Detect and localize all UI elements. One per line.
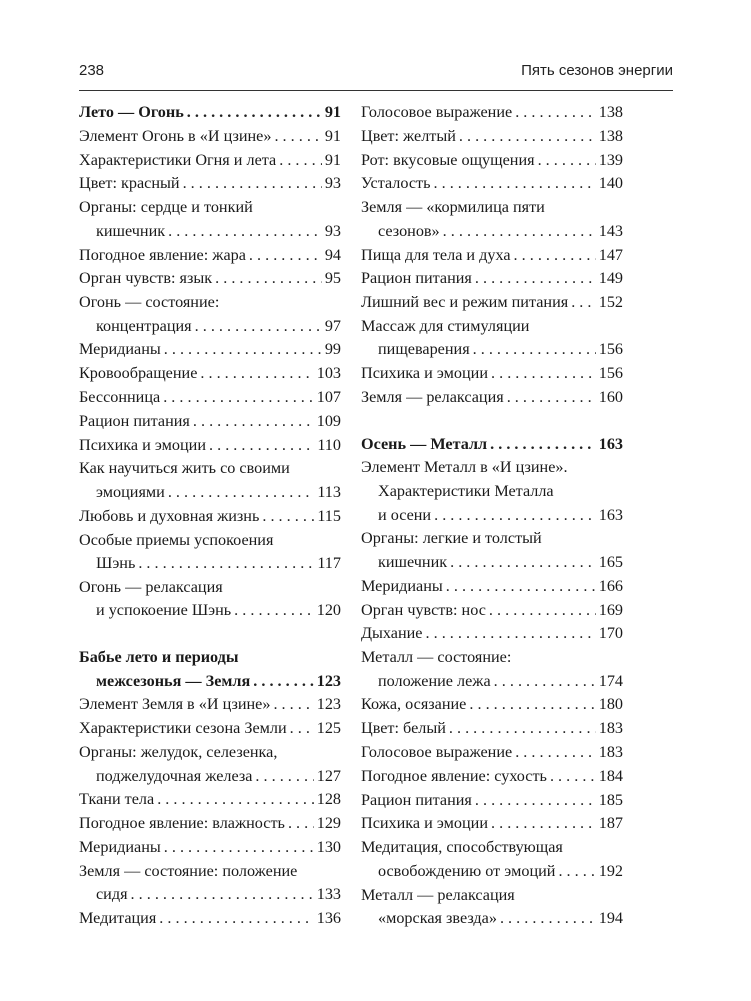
toc-entry[interactable] <box>79 410 341 434</box>
toc-entry[interactable] <box>79 386 341 410</box>
toc-entry[interactable] <box>361 244 623 268</box>
toc-entry-last-line <box>361 789 623 813</box>
toc-page-number: 185 <box>598 790 623 809</box>
header-rule <box>79 90 673 91</box>
toc-entry-last-line <box>79 338 341 362</box>
dot-leader <box>507 386 596 410</box>
toc-entry[interactable] <box>361 789 623 813</box>
toc-entry[interactable] <box>361 622 623 646</box>
toc-entry-last-line <box>79 693 341 717</box>
dot-leader <box>434 172 596 196</box>
toc-entry-title: Усталость <box>361 174 431 193</box>
toc-entry-title: Погодное явление: сухость <box>361 766 547 785</box>
toc-entry-title: Земля — релаксация <box>361 388 504 406</box>
toc-entry-last-line <box>79 552 341 576</box>
toc-page-number: 194 <box>598 909 623 928</box>
toc-entry-title: Рацион питания <box>361 269 472 288</box>
toc-entry[interactable] <box>79 267 341 291</box>
toc-entry[interactable] <box>361 646 623 693</box>
toc-entry-title-line: Металл — состояние: <box>361 648 512 667</box>
toc-entry-last-line <box>361 812 623 836</box>
toc-entry[interactable] <box>79 576 341 623</box>
toc-entry-title: и осени <box>378 505 432 524</box>
toc-entry-last-line <box>79 907 341 931</box>
toc-entry[interactable] <box>79 101 341 125</box>
toc-entry-title-line: Огонь — релаксация <box>79 577 223 596</box>
toc-column-right <box>361 101 623 931</box>
toc-entry-last-line <box>79 670 341 694</box>
dot-leader <box>473 338 596 362</box>
toc-page-number: 184 <box>598 766 623 785</box>
toc-entry-title: Характеристики сезона Земли <box>79 719 287 738</box>
toc-entry-title-line: Элемент Металл в «И цзине». <box>361 458 568 477</box>
dot-leader <box>515 101 596 125</box>
toc-entry[interactable] <box>361 765 623 789</box>
toc-entry-title: поджелудочная железа <box>96 766 253 785</box>
dot-leader <box>491 812 596 836</box>
toc-page-number: 170 <box>598 624 623 643</box>
toc-entry[interactable] <box>79 362 341 386</box>
toc-page-number: 163 <box>598 505 623 524</box>
dot-leader <box>262 505 314 529</box>
toc-entry[interactable] <box>79 244 341 268</box>
toc-entry-title: Осень — Металл <box>361 434 488 453</box>
toc-page-number: 166 <box>598 576 623 595</box>
toc-entry[interactable] <box>361 315 623 362</box>
toc-entry-title-line: Земля — «кормилица пяти <box>361 198 545 217</box>
toc-entry[interactable] <box>79 196 341 243</box>
toc-entry[interactable] <box>361 599 623 623</box>
toc-page-number: 99 <box>324 340 341 359</box>
toc-entry[interactable] <box>361 812 623 836</box>
toc-entry-title: Лишний вес и режим питания <box>361 293 569 312</box>
toc-page-number: 183 <box>598 743 623 761</box>
toc-page-number: 136 <box>316 909 341 928</box>
toc-entry[interactable] <box>361 433 623 457</box>
toc-page-number: 125 <box>316 719 341 738</box>
toc-entry-title: Рот: вкусовые ощущения <box>361 150 535 169</box>
toc-entry[interactable] <box>361 693 623 717</box>
toc-page-number: 95 <box>324 269 341 288</box>
toc-page-number: 156 <box>598 340 623 359</box>
toc-entry-title: Меридианы <box>79 340 161 359</box>
running-title: Пять сезонов энергии <box>521 62 673 79</box>
toc-entry-last-line <box>361 101 623 125</box>
toc-entry-last-line <box>79 386 341 410</box>
toc-page-number: 156 <box>598 364 623 383</box>
toc-page-number: 140 <box>598 174 623 193</box>
toc-page-number: 147 <box>598 245 623 264</box>
dot-leader <box>446 575 596 599</box>
toc-entry-title: Голосовое выражение <box>361 743 513 761</box>
toc-page-number: 113 <box>317 482 341 501</box>
toc-entry[interactable] <box>79 907 341 931</box>
toc-page-number: 139 <box>598 150 623 169</box>
toc-page-number: 183 <box>598 719 623 738</box>
toc-page-number: 143 <box>598 221 623 240</box>
toc-entry-title: Характеристики Огня и лета <box>79 150 277 169</box>
dot-leader <box>168 220 322 244</box>
toc-entry-last-line <box>361 860 623 884</box>
toc-page-number: 93 <box>324 221 341 240</box>
toc-entry-title-line: Огонь — состояние: <box>79 293 220 312</box>
toc-page-number: 138 <box>598 126 623 145</box>
toc-entry[interactable] <box>79 693 341 717</box>
toc-entry-title: Меридианы <box>79 837 161 856</box>
toc-page-number: 109 <box>316 411 341 430</box>
toc-entry[interactable] <box>361 836 623 883</box>
dot-leader <box>434 504 596 528</box>
toc-entry-title: Любовь и духовная жизнь <box>79 506 260 525</box>
toc-entry-last-line <box>79 481 341 505</box>
toc-entry[interactable] <box>79 149 341 173</box>
toc-entry[interactable] <box>79 172 341 196</box>
toc-entry-title: Пища для тела и духа <box>361 245 511 264</box>
toc-entry-last-line <box>79 220 341 244</box>
toc-entry-title: Кожа, осязание <box>361 695 467 714</box>
toc-page-number: 160 <box>598 388 623 406</box>
dot-leader <box>187 101 322 125</box>
toc-entry[interactable] <box>79 505 341 529</box>
toc-entry-last-line <box>79 315 341 339</box>
toc-entry-title-line: Земля — состояние: положение <box>79 861 298 880</box>
toc-entry-title: Ткани тела <box>79 790 155 809</box>
dot-leader <box>215 267 322 291</box>
toc-entry-title: сезонов» <box>378 221 440 240</box>
dot-leader <box>290 717 314 741</box>
toc-entry[interactable] <box>361 741 623 765</box>
toc-page-number: 133 <box>316 885 341 904</box>
toc-entry-title: Рацион питания <box>79 411 190 430</box>
toc-page-number: 91 <box>324 150 341 169</box>
toc-entry-title: Орган чувств: язык <box>79 269 213 288</box>
dot-leader <box>131 883 314 907</box>
toc-entry-title: освобождению от эмоций <box>378 861 556 880</box>
toc-entry-title: Погодное явление: влажность <box>79 814 285 833</box>
toc-entry-title-line: Медитация, способствующая <box>361 838 563 857</box>
toc-entry-title: Бессонница <box>79 388 161 406</box>
toc-entry[interactable] <box>361 884 623 931</box>
dot-leader <box>195 315 322 339</box>
toc-entry-title-line: Органы: желудок, селезенка, <box>79 743 278 761</box>
toc-entry-last-line <box>361 433 623 457</box>
toc-page-number: 180 <box>598 695 623 714</box>
toc-entry-last-line <box>361 386 623 410</box>
toc-entry-last-line <box>79 434 341 458</box>
toc-page-number: 174 <box>598 671 623 690</box>
toc-entry-last-line <box>361 338 623 362</box>
toc-entry-title: Элемент Огонь в «И цзине» <box>79 126 272 145</box>
toc-entry-last-line <box>79 149 341 173</box>
toc-page-number: 128 <box>316 790 341 809</box>
toc-page-number: 123 <box>316 695 341 714</box>
dot-leader <box>274 125 321 149</box>
toc-page-number: 169 <box>598 600 623 619</box>
toc-page-number: 94 <box>324 245 341 264</box>
toc-entry[interactable] <box>361 456 623 527</box>
toc-entry-title: Психика и эмоции <box>361 814 488 833</box>
toc-entry[interactable] <box>79 338 341 362</box>
toc-entry-last-line <box>79 410 341 434</box>
toc-entry-title-line: Массаж для стимуляции <box>361 316 530 335</box>
dot-leader <box>138 552 314 576</box>
toc-entry-title-line: Как научиться жить со своими <box>79 459 290 478</box>
toc-entry-last-line <box>79 788 341 812</box>
dot-leader <box>475 789 596 813</box>
toc-entry-last-line <box>79 101 341 125</box>
toc-entry[interactable] <box>361 267 623 291</box>
dot-leader <box>253 670 313 694</box>
toc-entry[interactable] <box>79 812 341 836</box>
toc-entry-title: сидя <box>96 885 128 904</box>
toc-entry-last-line <box>361 504 623 528</box>
toc-entry-last-line <box>79 267 341 291</box>
toc-entry-title-line: Характеристики Металла <box>378 481 554 500</box>
toc-entry-last-line <box>361 291 623 315</box>
toc-entry-last-line <box>361 220 623 244</box>
toc-entry-last-line <box>361 362 623 386</box>
toc-entry-title: эмоциями <box>96 482 165 501</box>
dot-leader <box>279 149 322 173</box>
toc-entry-title: и успокоение Шэнь <box>96 601 232 620</box>
toc-entry-last-line <box>79 812 341 836</box>
dot-leader <box>163 386 314 410</box>
dot-leader <box>469 693 595 717</box>
toc-page-number: 97 <box>324 316 341 335</box>
toc-entry-title-line: Органы: сердце и тонкий <box>79 198 253 217</box>
dot-leader <box>193 410 314 434</box>
toc-entry-title: межсезонья — Земля <box>96 671 251 690</box>
toc-entry-title: Кровообращение <box>79 364 198 383</box>
dot-leader <box>164 338 322 362</box>
toc-entry-last-line <box>79 505 341 529</box>
toc-entry-last-line <box>361 599 623 623</box>
toc-entry-last-line <box>361 693 623 717</box>
toc-entry-title-line: Органы: легкие и толстый <box>361 529 542 548</box>
toc-page-number: 152 <box>598 293 623 312</box>
toc-entry-title: Лето — Огонь <box>79 103 184 121</box>
dot-leader <box>183 172 322 196</box>
toc-entry-title: Шэнь <box>96 554 136 573</box>
toc-page-number: 123 <box>316 671 341 690</box>
toc-entry-title: Цвет: желтый <box>361 126 456 145</box>
toc-page-number: 165 <box>598 552 623 571</box>
toc-entry-title: Медитация <box>79 909 157 928</box>
toc-entry-title: Психика и эмоции <box>361 364 488 383</box>
toc-entry[interactable] <box>361 101 623 125</box>
toc-entry-last-line <box>79 836 341 860</box>
toc-entry-last-line <box>79 125 341 149</box>
toc-page-number: 115 <box>317 506 341 525</box>
toc-page-number: 93 <box>324 174 341 193</box>
toc-entry-last-line <box>361 172 623 196</box>
toc-entry-title-line: Металл — релаксация <box>361 885 515 904</box>
toc-entry-last-line <box>79 599 341 623</box>
dot-leader <box>164 836 314 860</box>
toc-entry-last-line <box>361 670 623 694</box>
dot-leader <box>475 267 596 291</box>
toc-page-number: 138 <box>598 103 623 121</box>
toc-entry-title: Психика и эмоции <box>79 435 206 454</box>
dot-leader <box>288 812 314 836</box>
toc-entry-last-line <box>361 717 623 741</box>
toc-entry-title-line: Бабье лето и периоды <box>79 648 239 667</box>
toc-page-number: 127 <box>316 766 341 785</box>
toc-entry-title: Голосовое выражение <box>361 103 513 121</box>
toc-page-number: 149 <box>598 269 623 288</box>
dot-leader <box>443 220 596 244</box>
toc-page-number: 107 <box>316 388 341 406</box>
toc-column-left <box>79 101 341 931</box>
toc-entry[interactable] <box>361 527 623 574</box>
dot-leader <box>558 860 595 884</box>
toc-entry-last-line <box>79 172 341 196</box>
toc-entry[interactable] <box>361 172 623 196</box>
toc-page-number: 91 <box>324 103 341 121</box>
dot-leader <box>168 481 314 505</box>
toc-entry[interactable] <box>361 196 623 243</box>
toc-entry-last-line <box>361 741 623 765</box>
dot-leader <box>449 717 596 741</box>
toc-entry-last-line <box>361 575 623 599</box>
toc-entry-title: положение лежа <box>378 671 491 690</box>
toc-entry[interactable] <box>79 291 341 338</box>
toc-entry[interactable] <box>361 717 623 741</box>
dot-leader <box>159 907 313 931</box>
toc-page-number: 192 <box>598 861 623 880</box>
toc-entry-title: Элемент Земля в «И цзине» <box>79 695 271 714</box>
toc-page-number: 120 <box>316 601 341 620</box>
toc-entry-title: пищеварения <box>378 340 470 359</box>
toc-entry-last-line <box>79 883 341 907</box>
toc-page-number: 187 <box>598 814 623 833</box>
dot-leader <box>459 125 596 149</box>
toc-entry-last-line <box>361 267 623 291</box>
dot-leader <box>234 599 314 623</box>
dot-leader <box>500 907 596 931</box>
toc-entry-title: Цвет: красный <box>79 174 180 193</box>
dot-leader <box>538 149 596 173</box>
toc-entry-last-line <box>361 149 623 173</box>
toc-page-number: 129 <box>316 814 341 833</box>
toc-entry-last-line <box>361 244 623 268</box>
dot-leader <box>249 244 322 268</box>
toc-entry-title: Орган чувств: нос <box>361 600 486 619</box>
toc-page-number: 91 <box>324 126 341 145</box>
dot-leader <box>450 551 596 575</box>
toc-page-number: 130 <box>316 837 341 856</box>
toc-entry-title: концентрация <box>96 316 192 335</box>
toc-entry-title-line: Особые приемы успокоения <box>79 530 274 549</box>
toc-entry[interactable] <box>79 125 341 149</box>
dot-leader <box>157 788 314 812</box>
toc-entry[interactable] <box>79 646 341 693</box>
dot-leader <box>273 693 313 717</box>
toc-entry[interactable] <box>79 788 341 812</box>
toc-entry-last-line <box>361 622 623 646</box>
dot-leader <box>255 765 313 789</box>
toc-entry[interactable] <box>79 717 341 741</box>
toc-entry[interactable] <box>79 741 341 788</box>
toc-entry-last-line <box>361 125 623 149</box>
dot-leader <box>426 622 596 646</box>
toc-entry[interactable] <box>361 575 623 599</box>
toc-entry-last-line <box>361 551 623 575</box>
toc-entry[interactable] <box>79 434 341 458</box>
toc-page-number: 163 <box>598 434 623 453</box>
dot-leader <box>494 670 596 694</box>
toc-entry-title: Цвет: белый <box>361 719 446 738</box>
toc-entry[interactable] <box>79 836 341 860</box>
toc-entry-last-line <box>79 765 341 789</box>
dot-leader <box>550 765 596 789</box>
toc-page-number: 103 <box>316 364 341 383</box>
toc-page-number: 110 <box>317 435 341 454</box>
toc-entry-title: Дыхание <box>361 624 423 643</box>
toc-entry[interactable] <box>361 362 623 386</box>
toc-entry-title: Меридианы <box>361 576 443 595</box>
toc-entry[interactable] <box>361 386 623 410</box>
toc-entry[interactable] <box>361 149 623 173</box>
toc-entry-title: «морская звезда» <box>378 909 497 928</box>
toc-entry-title: кишечник <box>96 221 166 240</box>
toc-entry-title: кишечник <box>378 552 448 571</box>
dot-leader <box>514 244 596 268</box>
toc-entry-title: Погодное явление: жара <box>79 245 246 264</box>
dot-leader <box>489 599 596 623</box>
toc-entry-last-line <box>361 765 623 789</box>
toc-entry[interactable] <box>79 529 341 576</box>
dot-leader <box>491 362 596 386</box>
toc-entry[interactable] <box>361 125 623 149</box>
toc-entry[interactable] <box>79 860 341 907</box>
toc-entry-last-line <box>79 362 341 386</box>
toc-entry-last-line <box>79 717 341 741</box>
toc-entry[interactable] <box>79 457 341 504</box>
toc-entry-last-line <box>361 907 623 931</box>
toc-page-number: 117 <box>317 554 341 573</box>
page-number: 238 <box>79 62 105 79</box>
toc-entry-last-line <box>79 244 341 268</box>
toc-entry-title: Рацион питания <box>361 790 472 809</box>
dot-leader <box>200 362 313 386</box>
dot-leader <box>515 741 596 765</box>
toc-entry[interactable] <box>361 291 623 315</box>
dot-leader <box>209 434 314 458</box>
page-header <box>79 62 673 88</box>
dot-leader <box>490 433 596 457</box>
dot-leader <box>571 291 596 315</box>
